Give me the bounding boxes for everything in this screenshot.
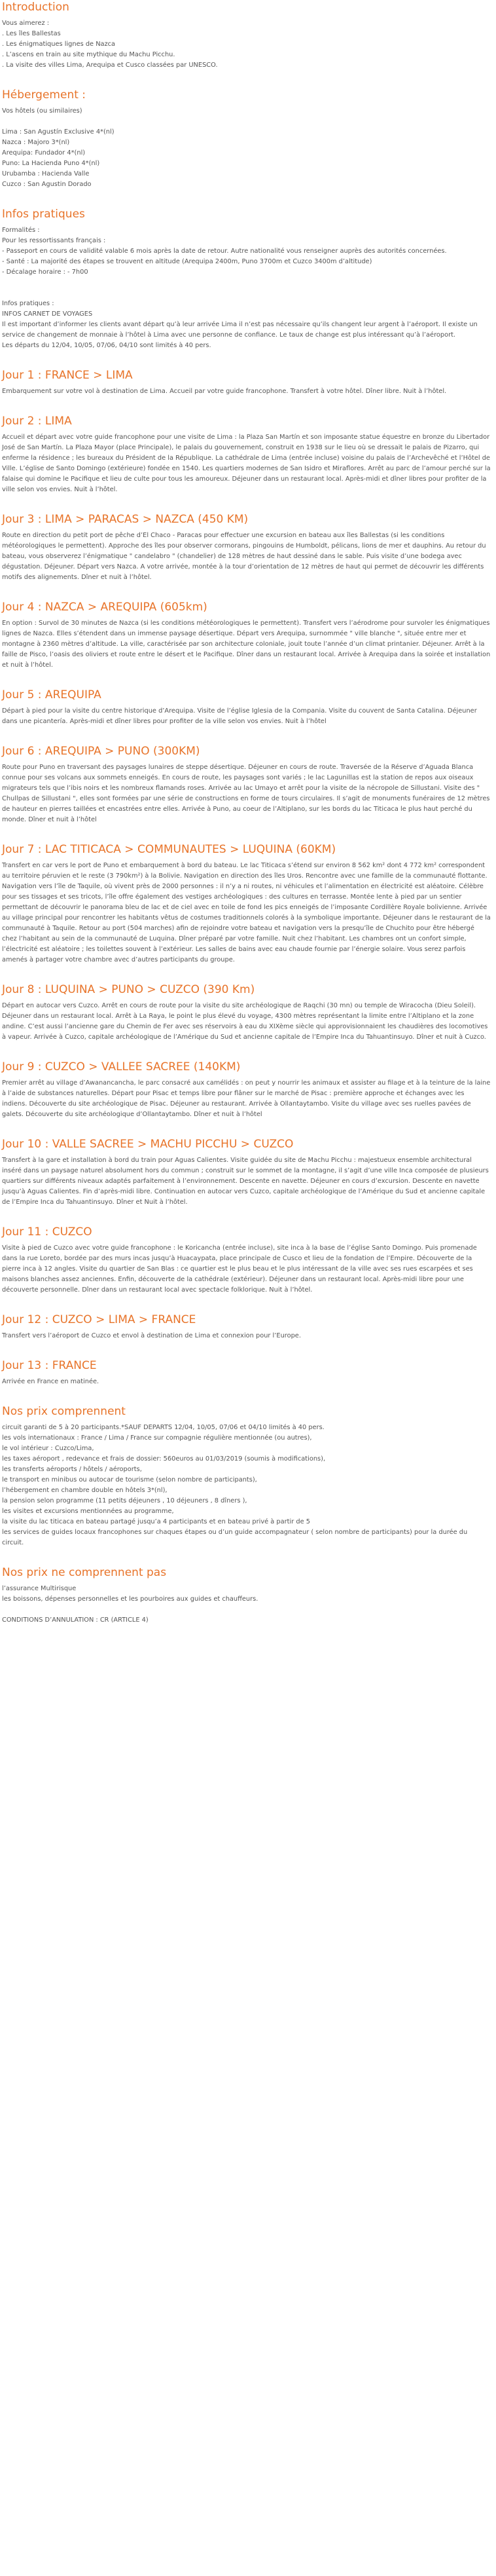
text-line: la visite du lac titicaca en bateau partagé jusqu’a 4 participants et en bateau privé à partir de 5 [2, 1518, 310, 1525]
section-title: Nos prix comprennent [2, 1405, 126, 1418]
section-jour-4 [2, 600, 491, 671]
text-line: - Passeport en cours de validité valable 6 mois après la date de retour. Autre nationalité vous renseigner auprès des autorités concernées. [2, 248, 447, 255]
day-title: Jour 6 : AREQUIPA > PUNO (300KM) [2, 745, 200, 758]
blank-line [2, 278, 491, 288]
day-description: En option : Survol de 30 minutes de Nazca (si les conditions météorologiques le permettent). Transfert vers l’aérodrome pour survoler les énigmatiques lignes de Nazca. Elles s’étendent dans un immense paysage désertique. Départ vers Arequipa, surnommée " ville blanche ", située entre mer et montagne à 2360 mètres d’altitude. La ville, caractérisée par son architecture coloniale, jouit toute l’année d’un climat printanier. Déjeuner. Arrêt à la faille de Pisco, l’oasis des oliviers et route entre le désert et le Pacifique. Dîner dans un restaurant local. Arrivée à Arequipa dans la soirée et installation et nuit à l’hôtel. [2, 620, 491, 669]
day-description: Départ en autocar vers Cuzco. Arrêt en cours de route pour la visite du site archéologique de Raqchi (30 mn) ou temple de Wiracocha (Dieu Soleil). Déjeuner dans un restaurant local. Arrêt à La Raya, le point le plus élevé du voyage, 4300 mètres représentant la limite entre l’Altiplano et la zone andine. C’est aussi l’ancienne gare du Chemin de Fer avec ses réservoirs à eau du XIXème siècle qui approvisionnaient les chaudières des locomotives à vapeur. Arrivée à Cuzco, capitale archéologique de l’Amérique du Sud et ancienne capitale de l’Empire Inca du Tahuantinsuyo. Dîner et nuit à Cuzco. [2, 1002, 488, 1041]
section-title: Hébergement : [2, 88, 86, 102]
text-line: les services de guides locaux francophones sur chaques étapes ou d’un guide accompagnateur ( selon nombre de participants) pour la durée du circuit. [2, 1529, 468, 1546]
section-lines [2, 18, 491, 71]
text-line: le vol intérieur : Cuzco/Lima, [2, 1445, 94, 1452]
section-title: Infos pratiques [2, 208, 85, 221]
text-line: Arequipa: Fundador 4*(nl) [2, 149, 86, 157]
text-line: les boissons, dépenses personnelles et les pourboires aux guides et chauffeurs. [2, 1596, 258, 1603]
text-line: les transferts aéroports / hôtels / aéroports, [2, 1466, 142, 1473]
blank-line [2, 288, 491, 299]
section-prix-comprennent [2, 1404, 491, 1548]
day-description: Accueil et départ avec votre guide francophone pour une visite de Lima : la Plaza San Martín et son imposante statue équestre en bronze du Libertador José de San Martín. La Plaza Mayor (place Principale), le palais du gouvernement, construit en 1938 sur le lieu où se dressait le palais de Pizarro, qui enferme la résidence ; les bureaux du Président de la République. La cathédrale de Lima (entrée incluse) voisine du palais de l’Archevêché et l’Hôtel de Ville. L’église de Santo Domingo (extérieure) fondée en 1540. Les quartiers modernes de San Isidro et Miraflores. Arrêt au parc de l’amour perché sur la falaise qui domine le Pacifique et lieu de culte pour tous les amoureux. Déjeuner dans un restaurant local. Après-midi et dîner libres pour profiter de la ville selon vos envies. Nuit à l’hôtel. [2, 434, 491, 493]
section-title: Introduction [2, 1, 69, 14]
section-jour-6 [2, 744, 491, 825]
day-title: Jour 5 : AREQUIPA [2, 688, 101, 701]
text-line: - Décalage horaire : - 7h00 [2, 269, 88, 276]
day-description: Arrivée en France en matinée. [2, 1378, 99, 1385]
section-jour-11 [2, 1225, 491, 1296]
text-line: Les départs du 12/04, 10/05, 07/06, 04/10 sont limités à 40 pers. [2, 342, 211, 349]
day-description: Embarquement sur votre vol à destination de Lima. Accueil par votre guide francophone. Transfert à votre hôtel. Dîner libre. Nuit à l’hôtel. [2, 388, 447, 395]
section-title: Nos prix ne comprennent pas [2, 1566, 167, 1579]
section-jour-1 [2, 368, 491, 397]
text-line: Vous aimerez : [2, 20, 50, 27]
section-jour-7 [2, 842, 491, 965]
section-prix-ne-comprennent-pas [2, 1565, 491, 1626]
section-introduction [2, 0, 491, 71]
text-line: Puno: La Hacienda Puno 4*(nl) [2, 160, 100, 167]
text-line: les visites et excursions mentionnées au programme, [2, 1508, 174, 1515]
text-line: Infos pratiques : [2, 300, 54, 307]
section-hebergement [2, 88, 491, 190]
text-line: Cuzco : San Agustin Dorado [2, 181, 92, 188]
text-line: la pension selon programme (11 petits déjeuners , 10 déjeuners , 8 dîners ), [2, 1497, 247, 1504]
text-line: circuit garanti de 5 à 20 participants.*SAUF DEPARTS 12/04, 10/05, 07/06 et 04/10 limités à 40 pers. [2, 1424, 325, 1431]
day-description: Transfert en car vers le port de Puno et embarquement à bord du bateau. Le lac Titicaca s’étend sur environ 8 562 km² dont 4 772 km² correspondent au territoire péruvien et le reste (3 790km²) à la Bolivie. Navigation en direction des îles Uros. Rencontre avec une famille de la communauté flottante. Navigation vers l’île de Taquile, où vivent près de 2000 personnes : il n’y a ni routes, ni véhicules et l’alimentation en électricité est aléatoire. Célèbre pour ses tissages et ses tricots, l’île offre également des vestiges archéologiques : des cultures en terrasse. Montée lente à pied par un sentier permettant de découvrir le panorama bleu de lac et de ciel avec en toile de fond les pics enneigés de l’imposante Cordillère Royale bolivienne. Arrivée au village principal pour rencontrer les habitants vêtus de costumes traditionnels colorés à la symbolique importante. Déjeuner dans le restaurant de la communauté à Taquile. Retour au port (504 marches) afin de rejoindre votre bateau et navigation vers la presqu’île de Chuchito pour être hébergé chez l’habitant au sein de la communauté de Luquina. Dîner préparé par votre famille. Nuit chez l’habitant. Les chambres ont un confort simple, l’électricité est aléatoire ; les toilettes souvent à l’extérieur. Les salles de bains avec eau chaude fournie par l’énergie solaire. Vous serez parfois amenés à partager votre chambre avec d’autres participants du groupe. [2, 862, 491, 963]
text-line: Formalités : [2, 227, 40, 234]
text-line: . L’ascens en train au site mythique du Machu Picchu. [2, 51, 175, 58]
day-title: Jour 2 : LIMA [2, 415, 72, 428]
text-line: . Les îles Ballestas [2, 30, 61, 37]
section-jour-10 [2, 1137, 491, 1208]
section-lines [2, 106, 491, 190]
day-title: Jour 4 : NAZCA > AREQUIPA (605km) [2, 601, 207, 614]
day-description: Transfert à la gare et installation à bord du train pour Aguas Calientes. Visite guidée du site de Machu Picchu : majestueux ensemble architectural inséré dans un paysage naturel absolument hors du commun ; construit sur le sommet de la montagne, il s’agit d’une ville Inca composée de plusieurs quartiers sur différents niveaux adaptés parfaitement à l’environnement. Descente en navette. Déjeuner en cours d’excursion. Descente en navette jusqu’à Aguas Calientes. Fin d’après-midi libre. Continuation en autocar vers Cuzco, capitale archéologique de l’Amérique du Sud et ancienne capitale de l’Empire Inca du Tahuantinsuyo. Dîner et Nuit à l’hôtel. [2, 1157, 489, 1206]
text-line: Vos hôtels (ou similaires) [2, 107, 82, 115]
day-description: Route en direction du petit port de pêche d’El Chaco - Paracas pour effectuer une excursion en bateau aux îles Ballestas (si les conditions météorologiques le permettent). Approche des îles pour observer cormorans, pingouins de Humboldt, pélicans, lions de mer et dauphins. Au retour du bateau, vous observerez l’énigmatique " candelabro " (chandelier) de 128 mètres de haut dessiné dans le sable. Puis visite d’une bodega avec dégustation. Déjeuner. Départ vers Nazca. A votre arrivée, montée à la tour d’orientation de 12 mètres de haut qui permet de découvrir les différents motifs des alignements. Dîner et nuit à l’hôtel. [2, 532, 486, 581]
day-title: Jour 12 : CUZCO > LIMA > FRANCE [2, 1313, 196, 1326]
text-line: le transport en minibus ou autocar de tourisme (selon nombre de participants), [2, 1476, 257, 1484]
day-description: Départ à pied pour la visite du centre historique d’Arequipa. Visite de l’église Iglesia de la Compania. Visite du couvent de Santa Catalina. Déjeuner dans une picantería. Après-midi et dîner libres pour profiter de la ville selon vos envies. Nuit à l’hôtel [2, 707, 477, 725]
text-line: Pour les ressortissants français : [2, 237, 106, 244]
section-jour-2 [2, 414, 491, 495]
text-line: l’assurance Multirisque [2, 1585, 77, 1592]
section-jour-13 [2, 1358, 491, 1387]
section-jour-9 [2, 1060, 491, 1120]
section-jour-5 [2, 688, 491, 727]
text-line: Lima : San Agustín Exclusive 4*(nl) [2, 128, 115, 136]
day-title: Jour 1 : FRANCE > LIMA [2, 369, 133, 382]
text-line: les vols internationaux : France / Lima / France sur compagnie régulière mentionnée (ou autres), [2, 1434, 312, 1442]
day-description: Visite à pied de Cuzco avec votre guide francophone : le Koricancha (entrée incluse), site inca à la base de l’église Santo Domingo. Puis promenade dans la rue Loreto, bordée par des murs incas jusqu’à Huacaypata, place principale de Cusco et lieu de la fondation de l’Empire. Découverte de la pierre inca à 12 angles. Visite du quartier de San Blas : ce quartier est le plus beau et le plus intéressant de la ville avec ses rues escarpées et ses maisons blanches assez anciennes. Enfin, découverte de la cathédrale (extérieur). Déjeuner dans un restaurant local. Après-midi libre pour une découverte personnelle. Dîner dans un restaurant local avec spectacle folklorique. Nuit à l’hôtel. [2, 1244, 477, 1294]
text-line: . La visite des villes Lima, Arequipa et Cusco classées par UNESCO. [2, 62, 218, 69]
text-line: CONDITIONS D’ANNULATION : CR (ARTICLE 4) [2, 1616, 149, 1624]
section-infos-pratiques [2, 207, 491, 351]
text-line: Il est important d’informer les clients avant départ qu’à leur arrivée Lima il n’est pas nécessaire qu’ils changent leur argent à l’aéroport. Il existe un service de changement de monnaie à l’hôtel à Lima avec une personne de confiance. Le taux de change est plus intéressant qu’à l’aéroport. [2, 321, 478, 339]
section-lines [2, 225, 491, 351]
text-line: l’hébergement en chambre double en hôtels 3*(nl), [2, 1487, 168, 1494]
day-title: Jour 13 : FRANCE [2, 1359, 97, 1372]
day-title: Jour 3 : LIMA > PARACAS > NAZCA (450 KM) [2, 513, 249, 526]
blank-line [2, 117, 491, 127]
text-line: Urubamba : Hacienda Valle [2, 170, 90, 177]
section-jour-12 [2, 1313, 491, 1341]
day-description: Transfert vers l’aéroport de Cuzco et envol à destination de Lima et connexion pour l’Europe. [2, 1332, 301, 1339]
day-title: Jour 9 : CUZCO > VALLEE SACREE (140KM) [2, 1060, 241, 1073]
section-lines [2, 1584, 491, 1626]
text-line: . Les énigmatiques lignes de Nazca [2, 41, 116, 48]
blank-line [2, 1605, 491, 1615]
section-jour-3 [2, 512, 491, 583]
day-title: Jour 10 : VALLE SACREE > MACHU PICCHU > CUZCO [2, 1138, 294, 1151]
section-jour-8 [2, 982, 491, 1043]
section-lines [2, 1423, 491, 1548]
day-title: Jour 7 : LAC TITICACA > COMMUNAUTES > LUQUINA (60KM) [2, 843, 336, 856]
text-line: - Santé : La majorité des étapes se trouvent en altitude (Arequipa 2400m, Puno 3700m et Cuzco 3400m d’altitude) [2, 258, 372, 265]
day-title: Jour 8 : LUQUINA > PUNO > CUZCO (390 Km) [2, 983, 255, 996]
day-description: Premier arrêt au village d’Awanancancha, le parc consacré aux camélidés : on peut y nourrir les animaux et assister au filage et à la teinture de la laine à l’aide de substances naturelles. Départ pour Pisac et temps libre pour flâner sur le marché de Pisac : première approche et échanges avec les indiens. Découverte du site archéologique de Pisac. Déjeuner au restaurant. Arrivée à Ollantaytambo. Visite du village avec ses ruelles pavées de galets. Découverte du site archéologique d’Ollantaytambo. Dîner et nuit à l’hôtel [2, 1079, 491, 1118]
text-line: les taxes aéroport , redevance et frais de dossier: 560euros au 01/03/2019 (soumis à modifications), [2, 1455, 326, 1463]
day-title: Jour 11 : CUZCO [2, 1225, 92, 1239]
text-line: Nazca : Majoro 3*(nl) [2, 139, 70, 146]
day-description: Route pour Puno en traversant des paysages lunaires de steppe désertique. Déjeuner en cours de route. Traversée de la Réserve d’Aguada Blanca connue pour ses volcans aux sommets enneigés. En cours de route, les paysages sont variés ; le lac Lagunillas est la station de repos aux oiseaux migrateurs tels que l’ibis noirs et les nombreux flamands roses. Arrivée au lac Umayo et arrêt pour la visite de la nécropole de Sillustani. Visite des " Chullpas de Sillustani ", elles sont formées par une série de constructions en forme de tours circulaires. Il s’agit de monuments funéraires de 12 mètres de hauteur en pierres taillées et encastrées entre elles. Arrivée à Puno, au coeur de l’Altiplano, sur les bords du lac Titicaca le plus haut perché du monde. Dîner et nuit à l’hôtel [2, 764, 490, 823]
text-line: INFOS CARNET DE VOYAGES [2, 310, 93, 318]
